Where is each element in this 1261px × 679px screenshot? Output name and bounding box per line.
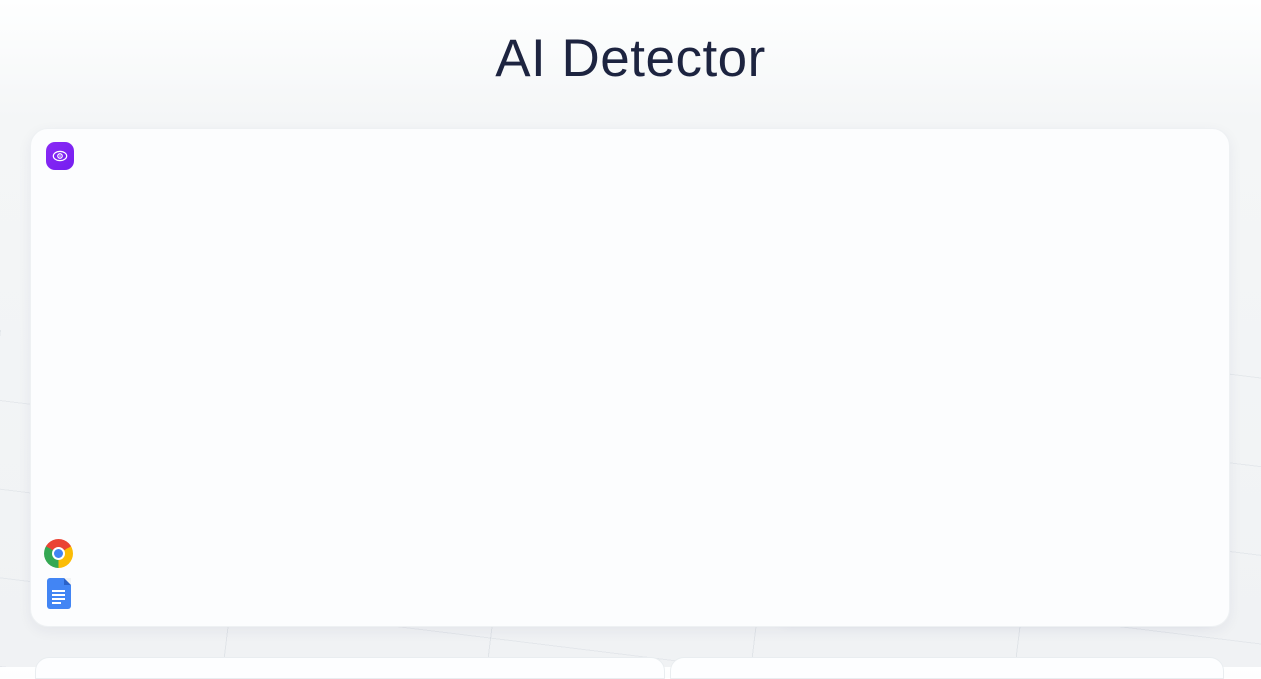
bottom-section-right xyxy=(670,657,1224,679)
page-title: AI Detector xyxy=(495,29,766,88)
chrome-icon[interactable] xyxy=(44,539,73,568)
copyleaks-eye-icon xyxy=(46,142,74,170)
google-docs-icon[interactable] xyxy=(47,578,71,609)
detector-card xyxy=(30,128,1230,627)
docs-icon-fold xyxy=(64,578,71,585)
bottom-section-left xyxy=(35,657,665,679)
